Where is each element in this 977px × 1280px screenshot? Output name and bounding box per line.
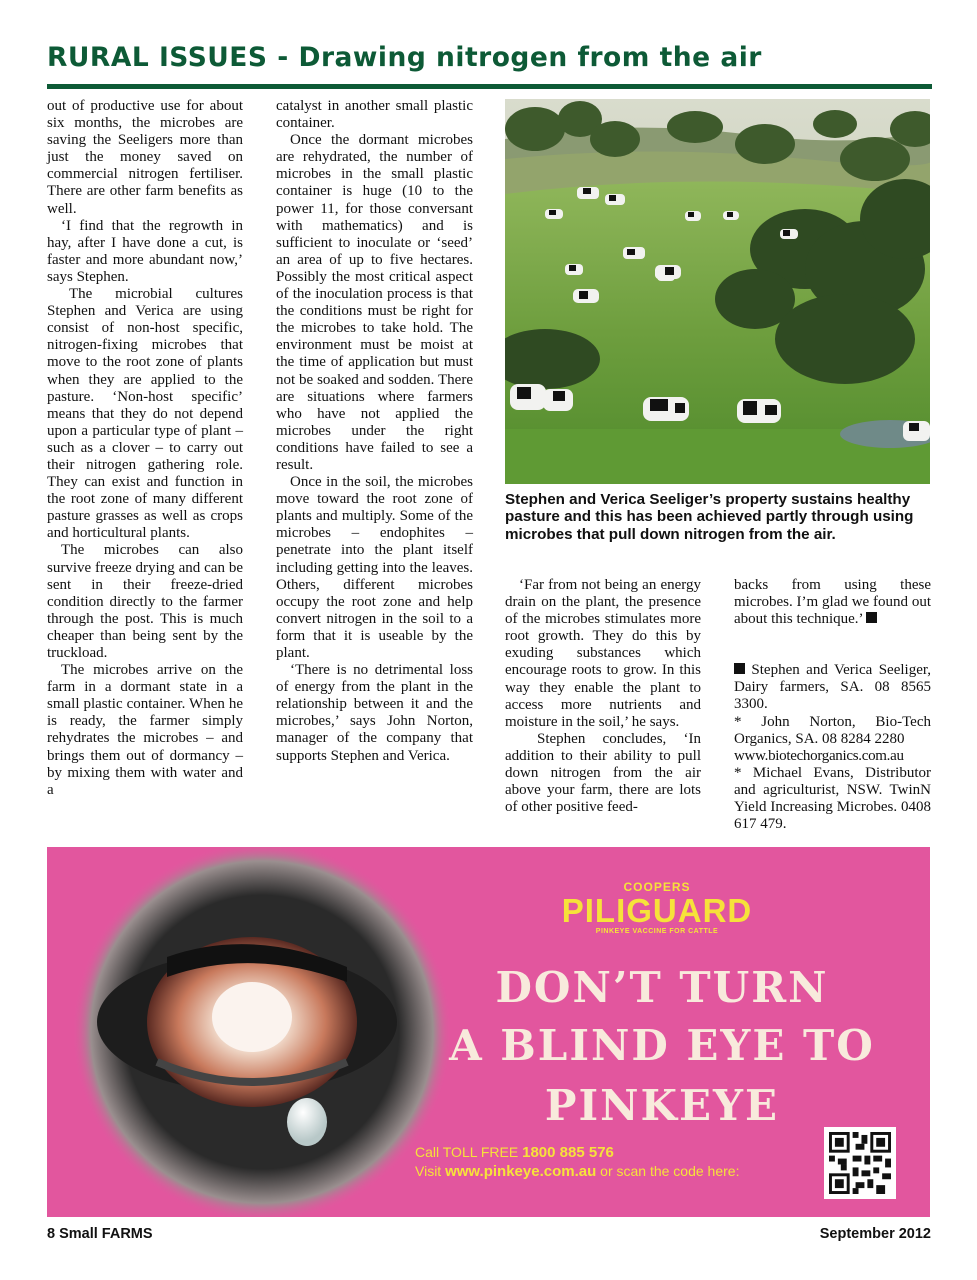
- closing-paragraph: [734, 577, 931, 628]
- visit-prefix: Visit: [415, 1163, 442, 1179]
- footer-date: September 2012: [819, 1226, 931, 1242]
- contact-seeliger: Stephen and Verica Seeliger, Dairy farmers, SA. 08 8565 3300.: [734, 662, 931, 713]
- page-title: RURAL ISSUES - Drawing nitrogen from the air: [47, 42, 762, 73]
- brand-block: [497, 880, 817, 935]
- paragraph: The microbes arrive on the farm in a dormant state in a small plastic container. When he is ready, the farmer simply rehydrates the microbes – and brings them out of dormancy – by mixing them with water and a: [47, 662, 243, 798]
- paragraph: ‘I find that the regrowth in hay, after I have done a cut, is faster and more abundant now,’ says Stephen.: [47, 217, 243, 285]
- call-line: [415, 1143, 815, 1162]
- paragraph: Once the dormant microbes are rehydrated, the number of microbes in the small plastic container is huge (10 to the power 11, for those conversant with mathematics) and is sufficient to inoculate or ‘seed’ an area of up to five hectares. Possibly the most critical aspect of the inoculation process is that the conditions must be right for the microbes to take hold. The environment must be moist at the time of application but must not be soaked and sodden. There are situations where farmers who have not applied the microbes under the right conditions have failed to see a result.: [276, 132, 473, 473]
- headline-line-3: PINKEYE: [544, 1081, 780, 1130]
- end-mark-icon: [866, 612, 877, 623]
- phone-number[interactable]: 1800 885 576: [522, 1144, 614, 1161]
- footer-publication: 8 Small FARMS: [47, 1226, 153, 1242]
- headline-line-2: A BLIND EYE TO: [449, 1021, 875, 1070]
- article-column-1: [47, 98, 243, 799]
- headline-line-1: DON’T TURN: [495, 963, 829, 1012]
- closing-text: backs from using these microbes. I’m glad we found out about this technique.’: [734, 577, 931, 628]
- article-column-2: [276, 98, 473, 765]
- visit-line: [415, 1162, 815, 1181]
- photo-caption: Stephen and Verica Seeliger’s property sustains healthy pasture and this has been achieved partly through using microbes that pull down nitrogen from the air.: [505, 491, 914, 543]
- paragraph: catalyst in another small plastic container.: [276, 98, 473, 132]
- paragraph: ‘Far from not being an energy drain on the plant, the presence of the microbes stimulates more root growth. They do this by exuding substances which encourage roots to grow. In this way they enable the plant to access more nutrients and moisture in the soil,’ he says.: [505, 577, 701, 730]
- paragraph: Stephen concludes, ‘In addition to their ability to pull down nitrogen from the air above your farm, there are lots of other positive feed-: [505, 730, 701, 816]
- qr-code[interactable]: [824, 1127, 896, 1199]
- brand-piliguard: PILIGUARD: [561, 892, 753, 929]
- contact-website: www.biotechorganics.com.au: [734, 747, 904, 764]
- paragraph: The microbes can also survive freeze drying and can be sent in their freeze-dried condition directly to the farmer through the post. This is much cheaper than being sent by the truckload.: [47, 542, 243, 661]
- brand-coopers: COOPERS: [623, 880, 691, 894]
- contact-lines: [415, 1143, 815, 1181]
- article-column-4: [734, 577, 931, 833]
- brand-tagline: PINKEYE VACCINE FOR CATTLE: [595, 928, 719, 935]
- bullet-square-icon: [734, 663, 745, 674]
- paragraph: out of productive use for about six months, the microbes are saving the Seeligers more than just the money saved on commercial nitrogen fertiliser. There are other farm benefits as well.: [47, 98, 243, 217]
- piliguard-advertisement: [47, 847, 930, 1217]
- header-rule: [47, 84, 932, 89]
- call-prefix: Call TOLL FREE: [415, 1144, 519, 1160]
- article-column-3: [505, 577, 701, 816]
- contact-norton: * John Norton, Bio-Tech Organics, SA. 08 8284 2280: [734, 713, 931, 747]
- contact-block: [734, 662, 931, 713]
- contact-evans: * Michael Evans, Distributor and agriculturist, NSW. TwinN Yield Increasing Microbes. 0408 617 479.: [734, 764, 931, 833]
- pasture-cows-photo: [505, 99, 930, 484]
- paragraph: ‘There is no detrimental loss of energy from the plant in the relationship between it and the microbes,’ says John Norton, manager of the company that supports Stephen and Verica.: [276, 662, 473, 764]
- eye-illustration: [47, 847, 477, 1217]
- headline-block: [442, 960, 882, 1136]
- photo-illustration: [505, 99, 930, 484]
- paragraph: Once in the soil, the microbes move toward the root zone of plants and multiply. Some of the microbes – endophites – penetrate into the plant itself including getting into the leaves. Others, different microbes occupy the root zone and help convert nitrogen in the soil to a form that it is useable by the plant.: [276, 474, 473, 661]
- paragraph: The microbial cultures Stephen and Verica are using consist of non-host specific, nitrogen-fixing microbes that move to the root zone of plants when they are applied to the pasture. ‘Non-host specific’ means that they do not depend upon a particular type of plant – such as a clover – to carry out their nitrogen gathering role. They can exist and function in the root zone of many different pasture grasses as well as crops and horticultural plants.: [47, 286, 243, 542]
- ad-url-link[interactable]: www.pinkeye.com.au: [445, 1163, 597, 1180]
- qr-code-icon: [829, 1132, 891, 1194]
- visit-suffix: or scan the code here:: [600, 1163, 740, 1179]
